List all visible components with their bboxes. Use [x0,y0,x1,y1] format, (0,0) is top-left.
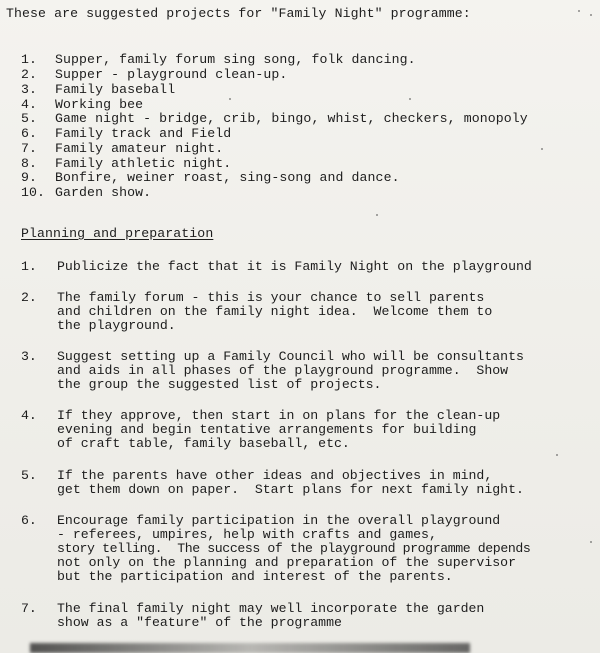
project-text: Garden show. [55,185,152,200]
planning-line: story telling. The success of the playground programme depends [57,541,531,556]
project-number: 4. [21,97,38,112]
planning-number: 4. [21,408,37,423]
project-text: Family athletic night. [55,156,232,171]
project-number: 10. [21,185,46,200]
paper-speck [556,454,558,456]
project-item-5 [21,111,528,126]
project-item-6 [21,126,231,141]
planning-number: 6. [21,513,37,528]
project-number: 6. [21,126,38,141]
planning-line: not only on the planning and preparation of the supervisor [57,555,516,570]
project-item-10 [21,185,151,200]
project-text: Game night - bridge, crib, bingo, whist, checkers, monopoly [55,111,528,126]
project-item-9 [21,170,400,185]
paper-speck [590,14,592,16]
planning-line: If they approve, then start in on plans for the clean-up [57,408,501,423]
planning-line: but the participation and interest of the parents. [57,569,453,584]
planning-number: 1. [21,259,37,274]
project-item-2 [21,67,287,82]
planning-line: and aids in all phases of the playground programme. Show [57,363,509,378]
planning-line: the group the suggested list of projects. [57,377,382,392]
project-text: Family baseball [55,82,176,97]
planning-number: 3. [21,349,37,364]
planning-number: 7. [21,601,37,616]
project-text: Supper - playground clean-up. [55,67,288,82]
paper-speck [578,10,580,12]
paper-speck [409,98,411,100]
project-text: Family track and Field [55,126,232,141]
cropped-text-fragment [30,643,470,653]
project-number: 5. [21,111,38,126]
planning-number: 5. [21,468,37,483]
planning-line: - referees, umpires, help with crafts and games, [57,527,437,542]
planning-line: Suggest setting up a Family Council who will be consultants [57,349,524,364]
project-number: 3. [21,82,38,97]
planning-line: Encourage family participation in the overall playground [57,513,501,528]
project-number: 2. [21,67,38,82]
project-item-8 [21,156,231,171]
project-item-7 [21,141,223,156]
project-item-4 [21,97,143,112]
paper-speck [229,98,231,100]
intro-heading: These are suggested projects for "Family Night" programme: [6,6,471,21]
planning-line: Publicize the fact that it is Family Night on the playground [57,259,532,274]
planning-line: The family forum - this is your chance to sell parents [57,290,485,305]
project-number: 1. [21,52,38,67]
project-number: 7. [21,141,38,156]
paper-speck [541,148,543,150]
project-text: Bonfire, weiner roast, sing-song and dance. [55,170,400,185]
project-item-3 [21,82,175,97]
planning-line: get them down on paper. Start plans for next family night. [57,482,524,497]
planning-line: and children on the family night idea. Welcome them to [57,304,493,319]
planning-line: evening and begin tentative arrangements for building [57,422,477,437]
project-number: 9. [21,170,38,185]
planning-heading: Planning and preparation [21,226,214,241]
planning-line: The final family night may well incorporate the garden [57,601,485,616]
planning-number: 2. [21,290,37,305]
project-item-1 [21,52,416,67]
project-text: Supper, family forum sing song, folk dancing. [55,52,416,67]
project-text: Working bee [55,97,144,112]
project-text: Family amateur night. [55,141,224,156]
project-number: 8. [21,156,38,171]
paper-speck [376,214,378,216]
planning-line: show as a "feature" of the programme [57,615,342,630]
paper-speck [590,541,592,543]
planning-line: If the parents have other ideas and objectives in mind, [57,468,493,483]
planning-line: the playground. [57,318,176,333]
planning-line: of craft table, family baseball, etc. [57,436,350,451]
